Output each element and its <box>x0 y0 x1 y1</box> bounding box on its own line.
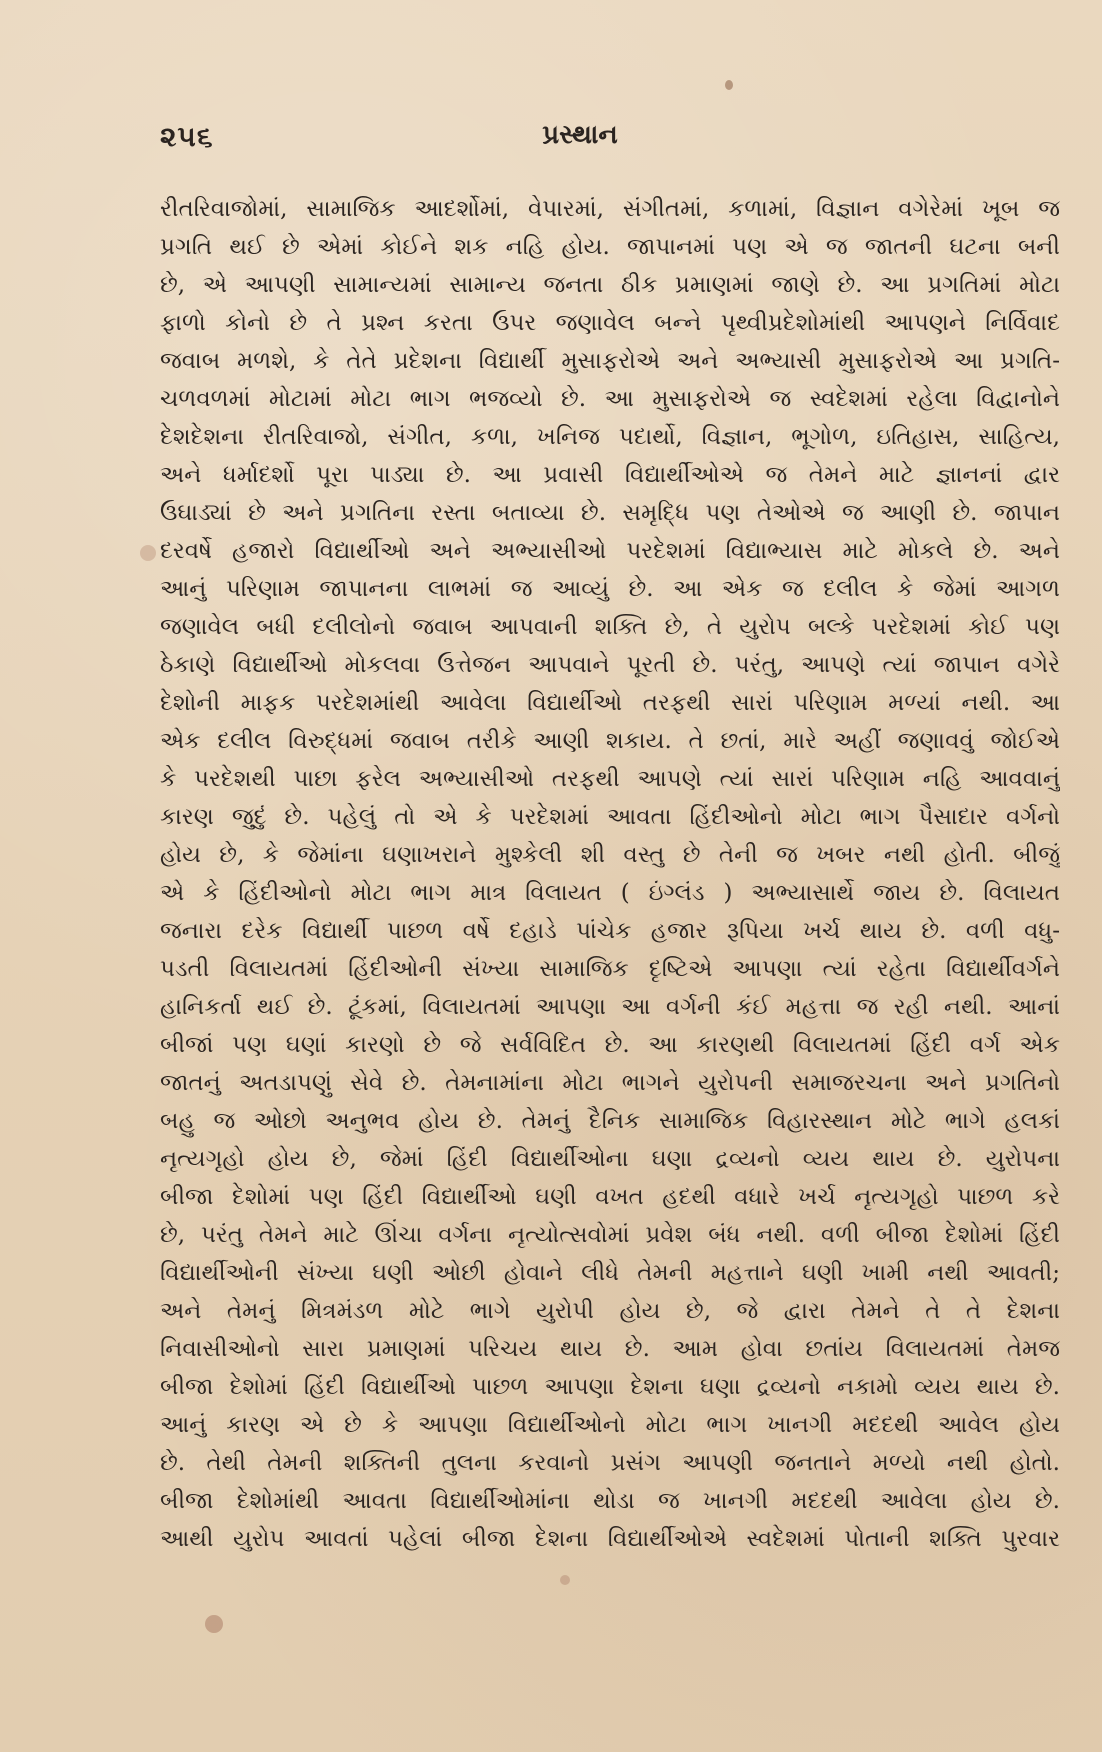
text-line: પ્રગતિ થઈ છે એમાં કોઈને શક નહિ હોય. જાપાનમાં પણ એ જ જાતની ઘટના બની <box>160 234 1060 260</box>
text-line: દેશોની માફક પરદેશમાંથી આવેલા વિદ્યાર્થીઓ તરફથી સારાં પરિણામ મળ્યાં નથી. આ <box>160 690 1060 716</box>
running-title: પ્રસ્થાન <box>542 120 618 150</box>
stain-spot <box>205 1615 223 1633</box>
page-header <box>0 120 1102 170</box>
text-line: છે, પરંતુ તેમને માટે ઊંચા વર્ગના નૃત્યોત્સવોમાં પ્રવેશ બંધ નથી. વળી બીજા દેશોમાં હિંદી <box>160 1222 1060 1248</box>
ink-spot <box>725 80 733 90</box>
text-line: બહુ જ ઓછો અનુભવ હોય છે. તેમનું દૈનિક સામાજિક વિહારસ્થાન મોટે ભાગે હલકાં <box>160 1108 1060 1134</box>
text-line: અને ધર્માદર્શો પૂરા પાડ્યા છે. આ પ્રવાસી વિદ્યાર્થીઓએ જ તેમને માટે જ્ઞાનનાં દ્વાર <box>160 462 1060 488</box>
stain-spot <box>140 545 156 561</box>
text-line: પડતી વિલાયતમાં હિંદીઓની સંખ્યા સામાજિક દૃષ્ટિએ આપણા ત્યાં રહેતા વિદ્યાર્થીવર્ગને <box>160 956 1060 982</box>
text-line: એ કે હિંદીઓનો મોટા ભાગ માત્ર વિલાયત ( ઇંગ્લંડ ) અભ્યાસાર્થે જાય છે. વિલાયત <box>160 880 1060 906</box>
text-line: ફાળો કોનો છે તે પ્રશ્ન કરતા ઉપર જણાવેલ બન્ને પૃથ્વીપ્રદેશોમાંથી આપણને નિર્વિવાદ <box>160 310 1060 336</box>
text-line: કારણ જુદું છે. પહેલું તો એ કે પરદેશમાં આવતા હિંદીઓનો મોટા ભાગ પૈસાદાર વર્ગનો <box>160 804 1060 830</box>
text-line: આનું કારણ એ છે કે આપણા વિદ્યાર્થીઓનો મોટા ભાગ ખાનગી મદદથી આવેલ હોય <box>160 1412 1060 1438</box>
text-line: આથી યુરોપ આવતાં પહેલાં બીજા દેશના વિદ્યાર્થીઓએ સ્વદેશમાં પોતાની શક્તિ પુરવાર <box>160 1526 1060 1552</box>
text-line: ઉઘાડ્યાં છે અને પ્રગતિના રસ્તા બતાવ્યા છે. સમૃદ્ધિ પણ તેઓએ જ આણી છે. જાપાન <box>160 500 1060 526</box>
text-line: છે, એ આપણી સામાન્યમાં સામાન્ય જનતા ઠીક પ્રમાણમાં જાણે છે. આ પ્રગતિમાં મોટા <box>160 272 1060 298</box>
text-line: છે. તેથી તેમની શક્તિની તુલના કરવાનો પ્રસંગ આપણી જનતાને મળ્યો નથી હોતો. <box>160 1450 1060 1476</box>
text-line: બીજા દેશોમાંથી આવતા વિદ્યાર્થીઓમાંના થોડા જ ખાનગી મદદથી આવેલા હોય છે. <box>160 1488 1060 1514</box>
text-line: જણાવેલ બધી દલીલોનો જવાબ આપવાની શક્તિ છે, તે યુરોપ બલ્કે પરદેશમાં કોઈ પણ <box>160 614 1060 640</box>
text-line: દેશદેશના રીતરિવાજો, સંગીત, કળા, ખનિજ પદાર્થો, વિજ્ઞાન, ભૂગોળ, ઇતિહાસ, સાહિત્ય, <box>160 424 1060 450</box>
text-line: જનારા દરેક વિદ્યાર્થી પાછળ વર્ષે દહાડે પાંચેક હજાર રૂપિયા ખર્ચ થાય છે. વળી વધુ- <box>160 918 1060 944</box>
text-line: બીજાં પણ ઘણાં કારણો છે જે સર્વવિદિત છે. આ કારણથી વિલાયતમાં હિંદી વર્ગ એક <box>160 1032 1060 1058</box>
text-line: હાનિકર્તા થઈ છે. ટૂંકમાં, વિલાયતમાં આપણા આ વર્ગની કંઈ મહત્તા જ રહી નથી. આનાં <box>160 994 1060 1020</box>
text-line: નિવાસીઓનો સારા પ્રમાણમાં પરિચય થાય છે. આમ હોવા છતાંય વિલાયતમાં તેમજ <box>160 1336 1060 1362</box>
text-line: નૃત્યગૃહો હોય છે, જેમાં હિંદી વિદ્યાર્થીઓના ઘણા દ્રવ્યનો વ્યય થાય છે. યુરોપના <box>160 1146 1060 1172</box>
text-line: રીતરિવાજોમાં, સામાજિક આદર્શોમાં, વેપારમાં, સંગીતમાં, કળામાં, વિજ્ઞાન વગેરેમાં ખૂબ જ <box>160 196 1060 222</box>
text-line: આનું પરિણામ જાપાનના લાભમાં જ આવ્યું છે. આ એક જ દલીલ કે જેમાં આગળ <box>160 576 1060 602</box>
text-line: બીજા દેશોમાં હિંદી વિદ્યાર્થીઓ પાછળ આપણા દેશના ઘણા દ્રવ્યનો નકામો વ્યય થાય છે. <box>160 1374 1060 1400</box>
text-line: ચળવળમાં મોટામાં મોટા ભાગ ભજવ્યો છે. આ મુસાફરોએ જ સ્વદેશમાં રહેલા વિદ્વાનોને <box>160 386 1060 412</box>
text-line: જવાબ મળશે, કે તેતે પ્રદેશના વિદ્યાર્થી મુસાફરોએ અને અભ્યાસી મુસાફરોએ આ પ્રગતિ- <box>160 348 1060 374</box>
body-text <box>160 190 1060 1558</box>
stain-spot <box>560 1575 570 1585</box>
text-line: દરવર્ષે હજારો વિદ્યાર્થીઓ અને અભ્યાસીઓ પરદેશમાં વિદ્યાભ્યાસ માટે મોકલે છે. અને <box>160 538 1060 564</box>
text-line: વિદ્યાર્થીઓની સંખ્યા ઘણી ઓછી હોવાને લીધે તેમની મહત્તાને ઘણી ખામી નથી આવતી; <box>160 1260 1060 1286</box>
text-line: અને તેમનું મિત્રમંડળ મોટે ભાગે યુરોપી હોય છે, જે દ્વારા તેમને તે તે દેશના <box>160 1298 1060 1324</box>
text-line: એક દલીલ વિરુદ્ધમાં જવાબ તરીકે આણી શકાય. તે છતાં, મારે અહીં જણાવવું જોઈએ <box>160 728 1060 754</box>
text-line: કે પરદેશથી પાછા ફરેલ અભ્યાસીઓ તરફથી આપણે ત્યાં સારાં પરિણામ નહિ આવવાનું <box>160 766 1060 792</box>
page-number: ૨૫૬ <box>160 120 214 153</box>
text-line: જાતનું અતડાપણું સેવે છે. તેમનામાંના મોટા ભાગને યુરોપની સમાજરચના અને પ્રગતિનો <box>160 1070 1060 1096</box>
text-line: હોય છે, કે જેમાંના ઘણાખરાને મુશ્કેલી શી વસ્તુ છે તેની જ ખબર નથી હોતી. બીજું <box>160 842 1060 868</box>
text-line: બીજા દેશોમાં પણ હિંદી વિદ્યાર્થીઓ ઘણી વખત હદથી વધારે ખર્ચ નૃત્યગૃહો પાછળ કરે <box>160 1184 1060 1210</box>
text-line: ઠેકાણે વિદ્યાર્થીઓ મોકલવા ઉત્તેજન આપવાને પૂરતી છે. પરંતુ, આપણે ત્યાં જાપાન વગેરે <box>160 652 1060 678</box>
